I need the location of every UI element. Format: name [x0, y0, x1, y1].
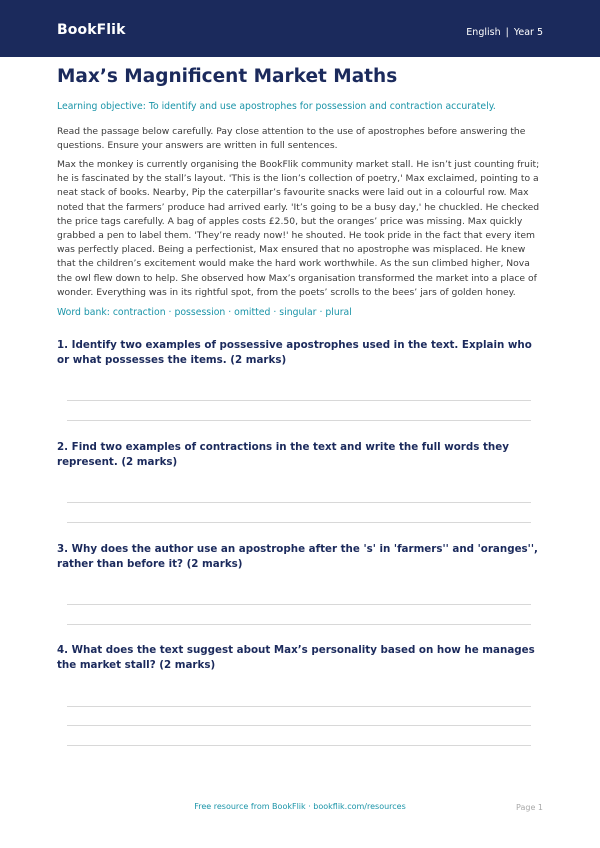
- answer-line[interactable]: [67, 400, 531, 401]
- year-label: Year 5: [513, 27, 543, 38]
- meta-separator: |: [505, 27, 509, 38]
- question-1: 1. Identify two examples of possessive apostrophes used in the text. Explain who or what possesses the items. (2 marks): [57, 339, 532, 366]
- answer-line[interactable]: [67, 725, 531, 726]
- footer-resource-link[interactable]: Free resource from BookFlik · bookflik.com/resources: [194, 802, 406, 811]
- question-4: 4. What does the text suggest about Max’s personality based on how he manages the market stall? (2 marks): [57, 644, 535, 671]
- worksheet-title: Max’s Magnificent Market Maths: [57, 66, 398, 87]
- answer-line[interactable]: [67, 745, 531, 746]
- answer-line[interactable]: [67, 706, 531, 707]
- subject-label: English: [466, 27, 501, 38]
- question-3: 3. Why does the author use an apostrophe after the 's' in 'farmers'' and 'oranges'', rather than before it? (2 marks): [57, 543, 538, 570]
- answer-line[interactable]: [67, 624, 531, 625]
- brand-logo: BookFlik: [57, 22, 126, 38]
- answer-line[interactable]: [67, 522, 531, 523]
- page-header: [0, 0, 600, 57]
- answer-line[interactable]: [67, 604, 531, 605]
- instructions-text: Read the passage below carefully. Pay close attention to the use of apostrophes before answering the questions. Ensure your answers are written in full sentences.: [57, 126, 526, 151]
- reading-passage: Max the monkey is currently organising the BookFlik community market stall. He isn’t just counting fruit; he is fascinated by the stall’s layout. 'This is the lion’s collection of poetry,' Max exclaimed, pointing to a neat stack of books. Nearby, Pip the caterpillar’s favourite snacks were laid out in a colourful row. Max noted that the farmers’ produce had arrived early. 'It’s going to be a busy day,' he chuckled. He checked the price tags carefully. A bag of apples costs £2.50, but the oranges’ price was missing. Max quickly grabbed a pen to label them. 'They’re ready now!' he shouted. He took pride in the fact that every item was perfectly placed. Being a perfectionist, Max ensured that no apostrophe was misplaced. He knew that the children’s excitement would make the hard work worthwhile. As the sun climbed higher, Nova the owl flew down to help. She observed how Max’s organisation transformed the market into a place of wonder. Everything was in its rightful spot, from the poets’ scrolls to the bees’ jars of golden honey.: [57, 159, 540, 298]
- page-number: Page 1: [516, 803, 543, 812]
- question-2: 2. Find two examples of contractions in the text and write the full words they represent. (2 marks): [57, 441, 509, 468]
- learning-objective: Learning objective: To identify and use apostrophes for possession and contraction accurately.: [57, 101, 496, 112]
- word-bank: Word bank: contraction · possession · omitted · singular · plural: [57, 307, 352, 318]
- answer-line[interactable]: [67, 420, 531, 421]
- header-meta: [466, 27, 543, 38]
- answer-line[interactable]: [67, 502, 531, 503]
